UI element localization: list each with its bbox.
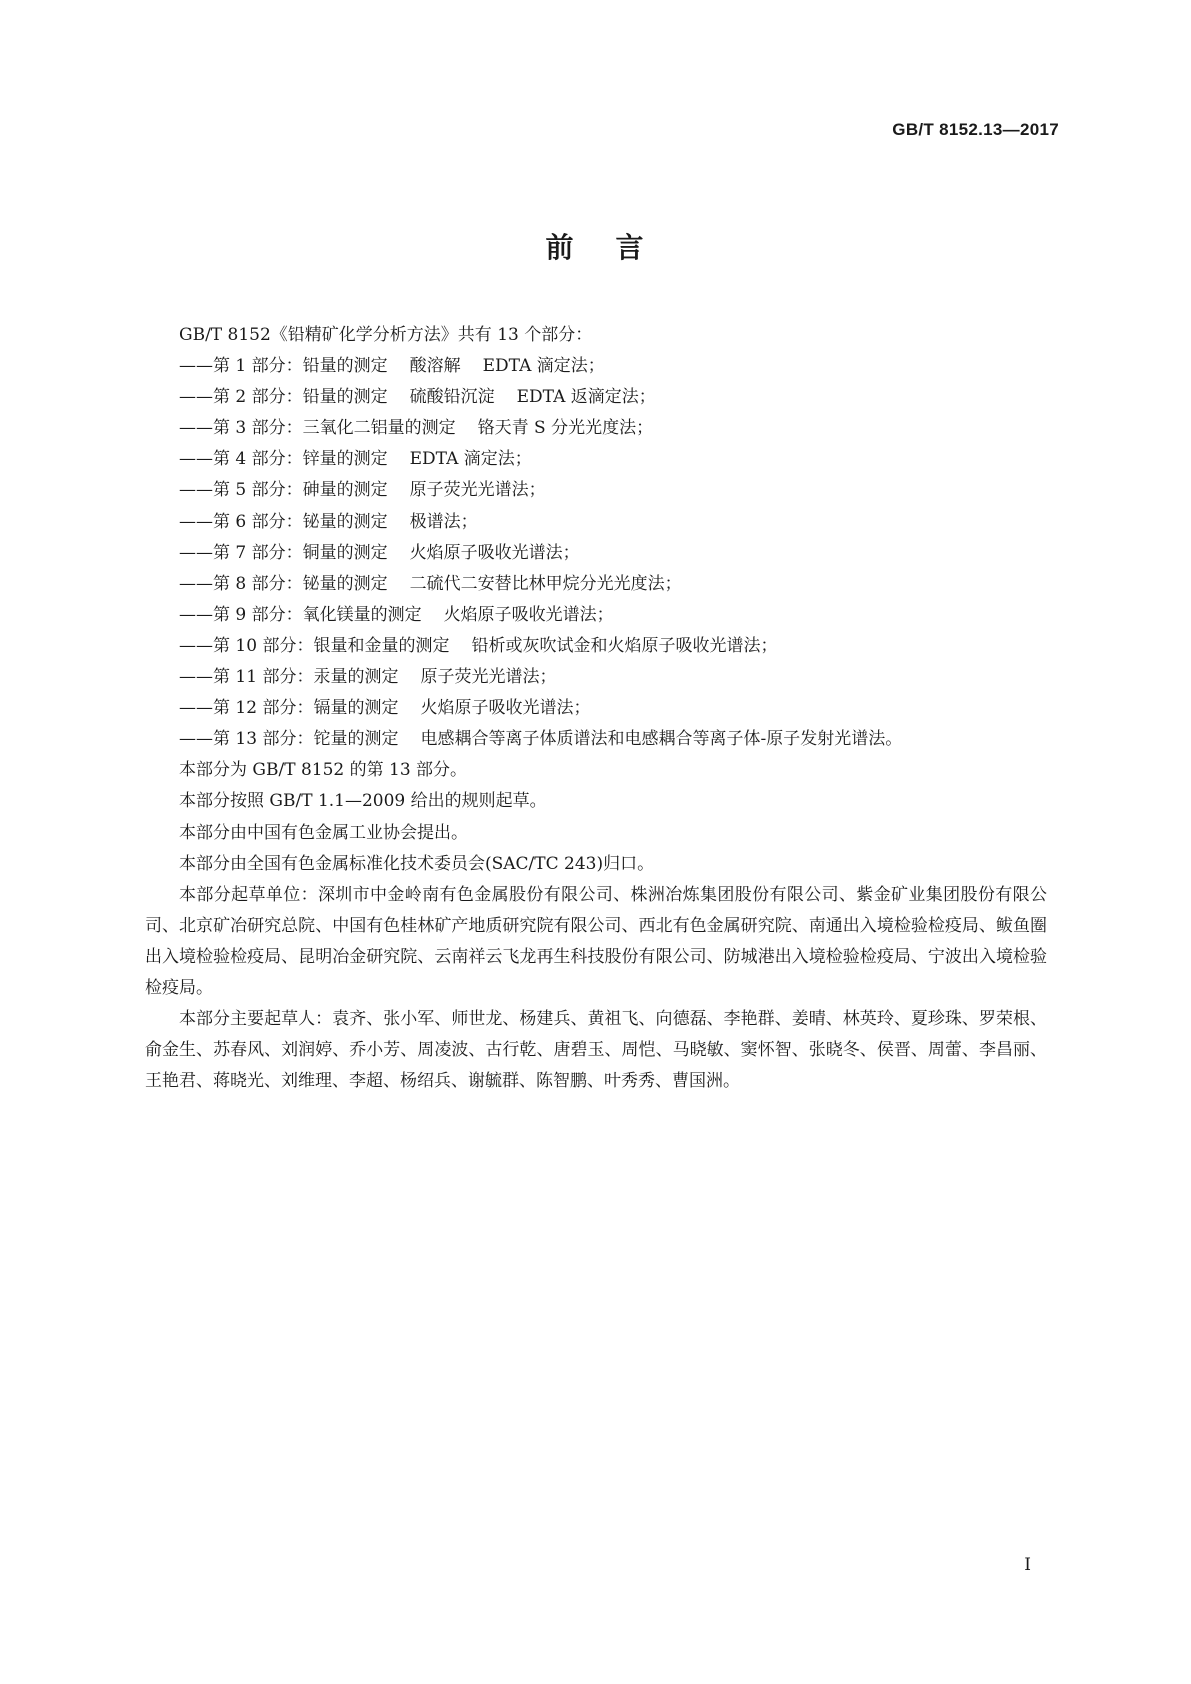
part-prefix: ——第 3 部分： xyxy=(179,418,303,439)
part-prefix: ——第 13 部分： xyxy=(179,729,314,750)
statement-line: 本部分为 GB/T 8152 的第 13 部分。 xyxy=(179,760,468,781)
part-subject: 锌量的测定 xyxy=(302,449,388,470)
part-prefix: ——第 7 部分： xyxy=(179,542,303,563)
part-prefix: ——第 10 部分： xyxy=(179,635,314,656)
part-subject: 铊量的测定 xyxy=(313,729,399,750)
list-item xyxy=(145,507,1047,538)
standard-code: GB/T 8152.13—2017 xyxy=(892,120,1059,139)
title-char-2: 言 xyxy=(615,231,646,264)
drafting-units-paragraph: 本部分起草单位：深圳市中金岭南有色金属股份有限公司、株洲冶炼集团股份有限公司、紫金矿业集团股份有限公司、北京矿冶研究总院、中国有色桂林矿产地质研究院有限公司、西北有色金属研究院、南通出入境检验检疫局、鲅鱼圈出入境检验检疫局、昆明冶金研究院、云南祥云飞龙再生科技股份有限公司、防城港出入境检验检疫局、宁波出入境检验检疫局。 xyxy=(145,884,1047,998)
part-prefix: ——第 6 部分： xyxy=(179,511,303,532)
foreword-body xyxy=(145,320,1047,1097)
list-item xyxy=(145,693,1047,724)
part-subject: 汞量的测定 xyxy=(313,667,399,688)
list-item xyxy=(145,444,1047,475)
part-method: 原子荧光光谱法； xyxy=(420,667,557,688)
title-char-1: 前 xyxy=(545,231,576,264)
part-method: EDTA 滴定法； xyxy=(482,356,605,377)
intro-line: GB/T 8152《铅精矿化学分析方法》共有 13 个部分： xyxy=(179,325,593,345)
part-prefix: ——第 8 部分： xyxy=(179,573,303,594)
part-method: EDTA 滴定法； xyxy=(409,449,532,470)
list-item xyxy=(145,475,1047,506)
part-subject: 砷量的测定 xyxy=(302,480,388,501)
part-method: 电感耦合等离子体质谱法和电感耦合等离子体-原子发射光谱法。 xyxy=(420,729,903,750)
list-item xyxy=(145,569,1047,600)
part-method: EDTA 返滴定法； xyxy=(516,387,656,408)
part-subject: 铋量的测定 xyxy=(302,573,388,594)
statement-line: 本部分由中国有色金属工业协会提出。 xyxy=(179,822,468,843)
part-prefix: ——第 4 部分： xyxy=(179,449,303,470)
statement-line: 本部分按照 GB/T 1.1—2009 给出的规则起草。 xyxy=(179,791,547,812)
list-item xyxy=(145,538,1047,569)
page-title xyxy=(0,226,1191,266)
list-item xyxy=(145,631,1047,662)
statement-line: 本部分由全国有色金属标准化技术委员会(SAC/TC 243)归口。 xyxy=(179,853,655,874)
part-method: 火焰原子吸收光谱法； xyxy=(443,604,614,625)
part-method: 极谱法； xyxy=(409,511,478,532)
part-subject: 三氧化二铝量的测定 xyxy=(302,418,456,439)
part-method: 铬天青 S 分光光度法； xyxy=(477,418,654,439)
part-method: 二硫代二安替比林甲烷分光光度法； xyxy=(409,573,682,594)
list-item xyxy=(145,662,1047,693)
list-item xyxy=(145,724,1047,755)
part-subject: 镉量的测定 xyxy=(313,698,399,719)
part-prefix: ——第 1 部分： xyxy=(179,356,303,377)
part-method: 酸溶解 xyxy=(409,356,461,377)
list-item xyxy=(145,413,1047,444)
part-subject: 铋量的测定 xyxy=(302,511,388,532)
part-subject: 铜量的测定 xyxy=(302,542,388,563)
list-item xyxy=(145,600,1047,631)
part-subject: 铅量的测定 xyxy=(302,387,388,408)
part-method: 火焰原子吸收光谱法； xyxy=(420,698,591,719)
part-prefix: ——第 5 部分： xyxy=(179,480,303,501)
part-prefix: ——第 12 部分： xyxy=(179,698,314,719)
part-method: 硫酸铅沉淀 xyxy=(409,387,495,408)
part-subject: 氧化镁量的测定 xyxy=(302,604,422,625)
part-subject: 铅量的测定 xyxy=(302,356,388,377)
list-item xyxy=(145,382,1047,413)
part-prefix: ——第 11 部分： xyxy=(179,667,314,688)
list-item xyxy=(145,351,1047,382)
part-method: 原子荧光光谱法； xyxy=(409,480,546,501)
part-prefix: ——第 9 部分： xyxy=(179,604,303,625)
drafters-paragraph: 本部分主要起草人：袁齐、张小军、师世龙、杨建兵、黄祖飞、向德磊、李艳群、姜晴、林英玲、夏珍珠、罗荣根、俞金生、苏春风、刘润婷、乔小芳、周凌波、古行乾、唐碧玉、周恺、马晓敏、窦怀智、张晓冬、侯晋、周蕾、李昌丽、王艳君、蒋晓光、刘维理、李超、杨绍兵、谢毓群、陈智鹏、叶秀秀、曹国洲。 xyxy=(145,1009,1047,1092)
part-subject: 银量和金量的测定 xyxy=(313,635,450,656)
part-method: 火焰原子吸收光谱法； xyxy=(409,542,580,563)
page-number: I xyxy=(1024,1555,1031,1575)
parts-list xyxy=(145,351,1047,755)
part-prefix: ——第 2 部分： xyxy=(179,387,303,408)
part-method: 铅析或灰吹试金和火焰原子吸收光谱法； xyxy=(471,635,778,656)
